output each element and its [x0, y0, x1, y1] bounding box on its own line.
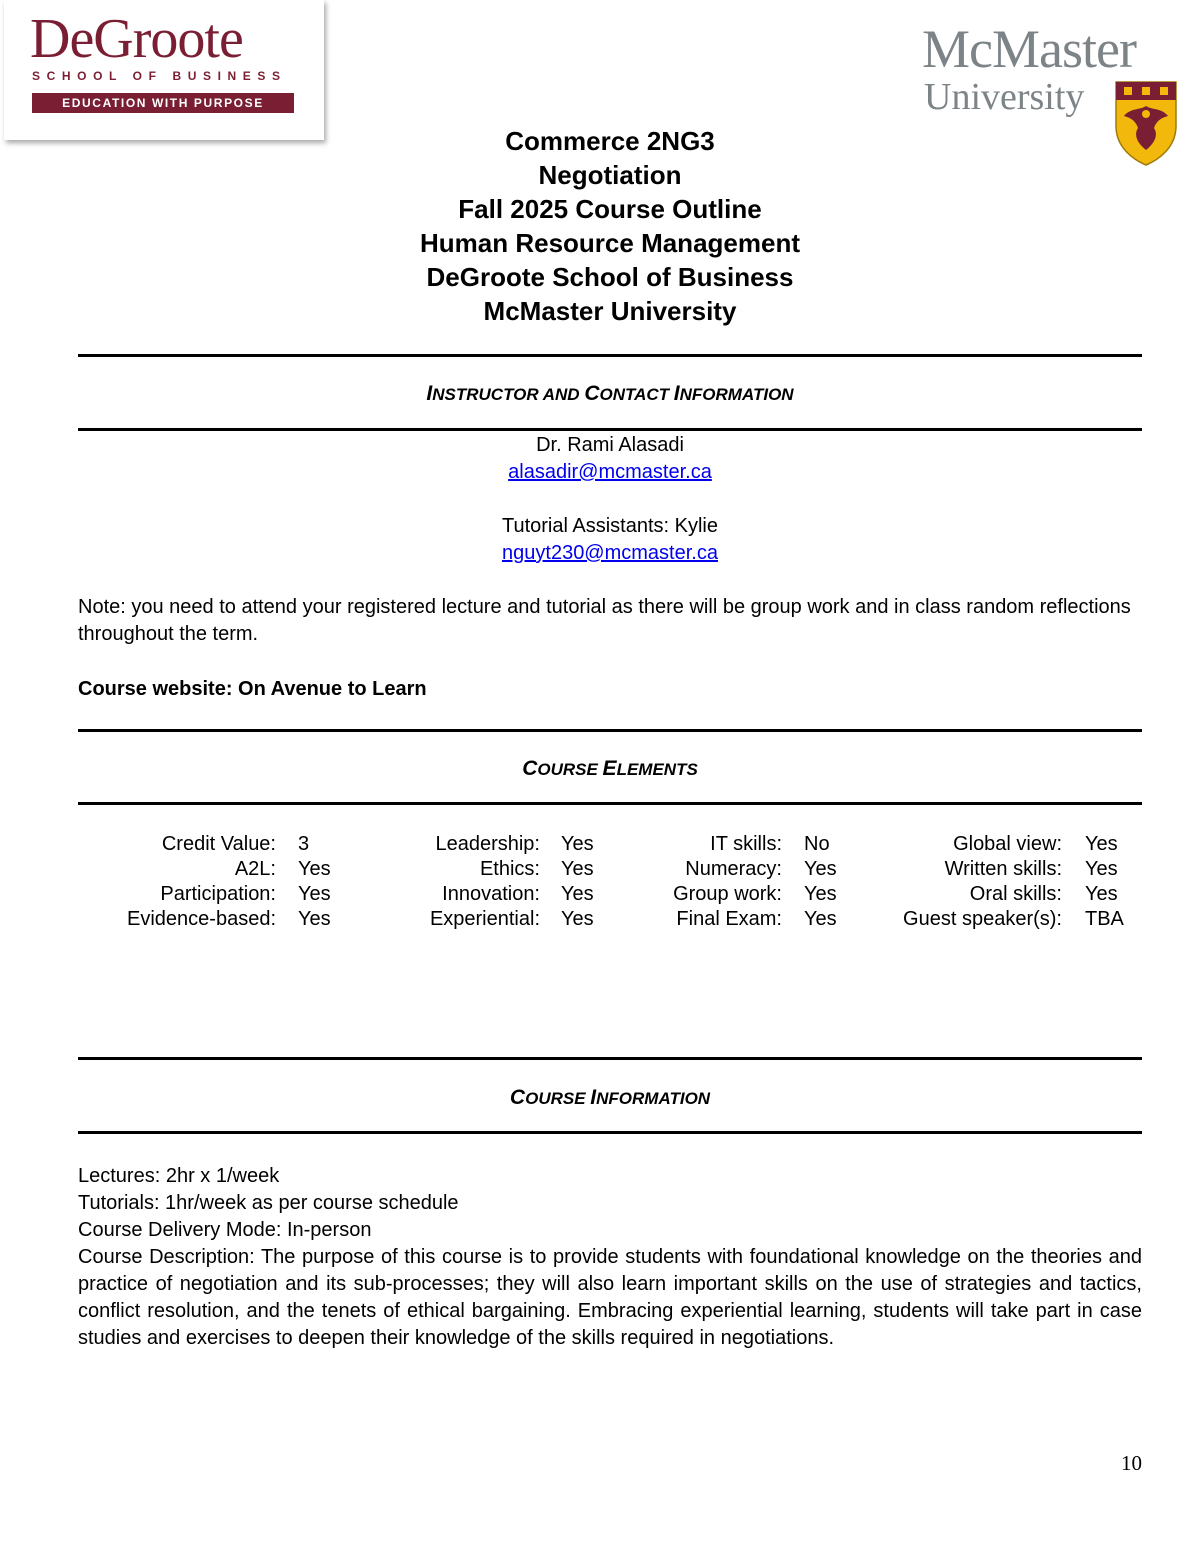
degroote-logo	[4, 0, 324, 140]
element-label: Leadership:	[435, 833, 540, 855]
instructor-name: Dr. Rami Alasadi	[536, 434, 684, 456]
lectures-info: Lectures: 2hr x 1/week	[78, 1165, 280, 1187]
element-label: Written skills:	[944, 858, 1062, 880]
school-name: DeGroote School of Business	[426, 262, 794, 292]
element-value: Yes	[298, 908, 331, 930]
divider	[78, 802, 1142, 805]
element-label: Group work:	[673, 883, 782, 905]
course-elements-grid	[78, 832, 1142, 932]
course-website: Course website: On Avenue to Learn	[78, 678, 427, 700]
mcmaster-crest-icon	[1114, 80, 1178, 166]
divider	[78, 1057, 1142, 1060]
elements-row	[78, 857, 1142, 882]
instructor-email-container	[78, 459, 1142, 486]
delivery-mode: Course Delivery Mode: In-person	[78, 1219, 372, 1241]
ta-email-container	[78, 540, 1142, 567]
course-title-block	[230, 124, 990, 328]
element-value: 3	[298, 833, 310, 855]
element-label: Final Exam:	[676, 908, 782, 930]
element-value: Yes	[1085, 883, 1118, 905]
instructor-email-link[interactable]: alasadir@mcmaster.ca	[508, 461, 712, 483]
course-information-body	[78, 1163, 1142, 1352]
element-value: Yes	[561, 858, 594, 880]
mcmaster-logo-wordmark: McMaster	[922, 19, 1136, 79]
degroote-logo-subtitle: SCHOOL OF BUSINESS	[32, 69, 287, 83]
element-value: No	[804, 833, 830, 855]
ta-email-link[interactable]: nguyt230@mcmaster.ca	[502, 542, 718, 564]
course-name: Negotiation	[538, 160, 682, 190]
element-label: Global view:	[953, 833, 1062, 855]
element-label: A2L:	[234, 858, 276, 880]
element-value: Yes	[804, 883, 837, 905]
elements-row	[78, 882, 1142, 907]
degroote-logo-tagline: EDUCATION WITH PURPOSE	[32, 93, 294, 113]
mcmaster-logo-university: University	[924, 76, 1085, 118]
element-value: Yes	[561, 908, 594, 930]
attendance-note: Note: you need to attend your registered lecture and tutorial as there will be group work and in class random reflections throughout the term.	[78, 596, 1131, 645]
course-description: Course Description: The purpose of this course is to provide students with foundational knowledge on the theories and practice of negotiation and its sub-processes; they will also learn important skills on the use of strategies and tactics, conflict resolution, and the tenets of ethical bargaining. Embracing experiential learning, students will take part in case studies and exercises to deepen their knowledge of the skills required in negotiations.	[78, 1246, 1142, 1349]
divider	[78, 428, 1142, 431]
element-label: Experiential:	[429, 908, 540, 930]
element-label: Oral skills:	[969, 883, 1062, 905]
tutorial-assistants: Tutorial Assistants: Kylie	[501, 515, 718, 537]
element-value: Yes	[1085, 833, 1118, 855]
element-value: Yes	[561, 833, 594, 855]
element-label: Evidence-based:	[127, 908, 276, 930]
element-value: Yes	[298, 883, 331, 905]
elements-row	[78, 832, 1142, 857]
element-label: Credit Value:	[161, 833, 276, 855]
element-label: Participation:	[160, 883, 276, 905]
element-label: Guest speaker(s):	[903, 908, 1062, 930]
section-heading-course-elements: COURSE ELEMENTS	[522, 757, 698, 780]
section-heading-course-information: COURSE INFORMATION	[509, 1086, 711, 1109]
element-value: Yes	[804, 858, 837, 880]
divider	[78, 1131, 1142, 1134]
degroote-logo-wordmark: DeGroote	[30, 8, 243, 70]
elements-row	[78, 907, 1142, 932]
page-number: 10	[1121, 1451, 1142, 1475]
element-value: Yes	[298, 858, 331, 880]
divider	[78, 354, 1142, 357]
element-label: IT skills:	[710, 833, 782, 855]
element-value: Yes	[1085, 858, 1118, 880]
element-label: Numeracy:	[685, 858, 782, 880]
course-area: Human Resource Management	[420, 228, 800, 258]
element-label: Ethics:	[479, 858, 540, 880]
course-code: Commerce 2NG3	[505, 126, 715, 156]
element-value: Yes	[804, 908, 837, 930]
element-label: Innovation:	[442, 883, 540, 905]
course-term: Fall 2025 Course Outline	[458, 194, 762, 224]
element-value: TBA	[1085, 908, 1124, 930]
university-name: McMaster University	[483, 296, 737, 326]
section-heading-instructor: INSTRUCTOR AND CONTACT INFORMATION	[426, 382, 794, 405]
tutorials-info: Tutorials: 1hr/week as per course schedule	[78, 1192, 459, 1214]
element-value: Yes	[561, 883, 594, 905]
divider	[78, 729, 1142, 732]
